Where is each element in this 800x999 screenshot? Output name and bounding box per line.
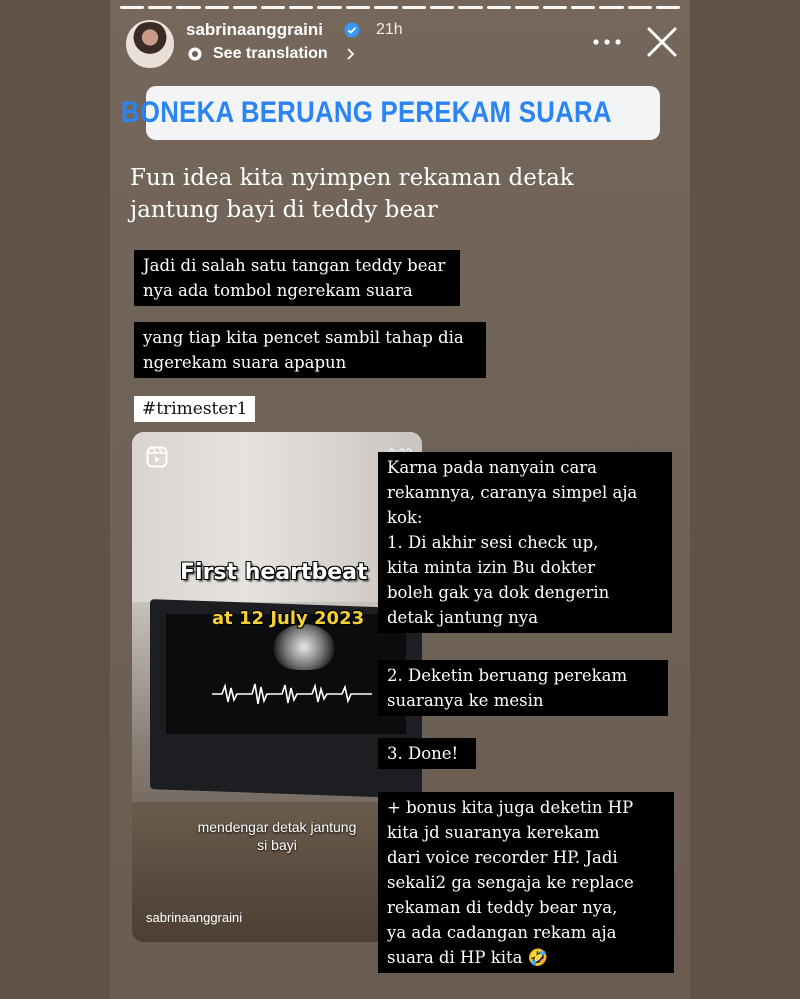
username[interactable]: sabrinaanggraini [186, 20, 323, 39]
text-line: Jadi di salah satu tangan teddy bear [143, 256, 446, 275]
text-line: Karna pada nanyain cara [387, 458, 598, 477]
text-line: 3. Done! [387, 744, 459, 763]
headline-line: jantung bayi di teddy bear [130, 197, 438, 223]
reels-icon [146, 446, 168, 468]
translate-icon [188, 47, 202, 61]
reel-date: at 12 July 2023 [212, 608, 365, 629]
steps-block-3 [378, 738, 476, 769]
heartbeat-wave [212, 682, 372, 706]
text-line: + bonus kita juga deketin HP [387, 798, 634, 817]
story-frame [110, 0, 690, 999]
headline-text [130, 162, 650, 226]
more-icon[interactable] [590, 30, 624, 54]
reel-caption-line: si bayi [257, 837, 297, 853]
avatar[interactable] [126, 20, 174, 68]
link-sticker-label: BONEKA BERUANG PEREKAM SUARA [120, 96, 612, 129]
text-line: ngerekam suara apapun [143, 353, 347, 372]
close-icon[interactable] [646, 26, 678, 58]
text-line: suara di HP kita 🤣 [387, 948, 549, 967]
headline-line: Fun idea kita nyimpen rekaman detak [130, 165, 574, 191]
text-line: 2. Deketin beruang perekam [387, 666, 628, 685]
text-line: detak jantung nya [387, 608, 539, 627]
reel-caption-line: mendengar detak jantung [197, 819, 357, 835]
text-line: kita jd suaranya kerekam [387, 823, 600, 842]
text-line: kok: [387, 508, 423, 527]
ultrasound-scan [274, 624, 334, 670]
post-time: 21h [376, 21, 403, 38]
backdrop-right [690, 0, 800, 999]
text-line: ya ada cadangan rekam aja [387, 923, 617, 942]
text-line: suaranya ke mesin [387, 691, 544, 710]
text-block-2 [134, 322, 486, 378]
text-line: 1. Di akhir sesi check up, [387, 533, 599, 552]
text-block-1 [134, 250, 460, 306]
steps-block-1 [378, 452, 672, 633]
story-progress [120, 6, 680, 9]
backdrop-left [0, 0, 110, 999]
text-line: boleh gak ya dok dengerin [387, 583, 610, 602]
steps-block-4 [378, 792, 674, 973]
text-line: sekali2 ga sengaja ke replace [387, 873, 634, 892]
steps-block-2 [378, 660, 668, 716]
reel-title: First heartbeat [180, 560, 368, 585]
text-line: dari voice recorder HP. Jadi [387, 848, 618, 867]
see-translation-link[interactable]: See translation [213, 45, 328, 62]
reel-author-handle: sabrinaanggraini [146, 910, 243, 925]
text-line: nya ada tombol ngerekam suara [143, 281, 413, 300]
hashtag-sticker[interactable]: #trimester1 [134, 396, 255, 422]
verified-icon [344, 22, 360, 38]
text-line: rekaman di teddy bear nya, [387, 898, 618, 917]
text-line: rekamnya, caranya simpel aja [387, 483, 638, 502]
chevron-right-icon [346, 48, 356, 60]
text-line: kita minta izin Bu dokter [387, 558, 596, 577]
text-line: yang tiap kita pencet sambil tahap dia [143, 328, 464, 347]
link-sticker[interactable] [120, 86, 660, 140]
